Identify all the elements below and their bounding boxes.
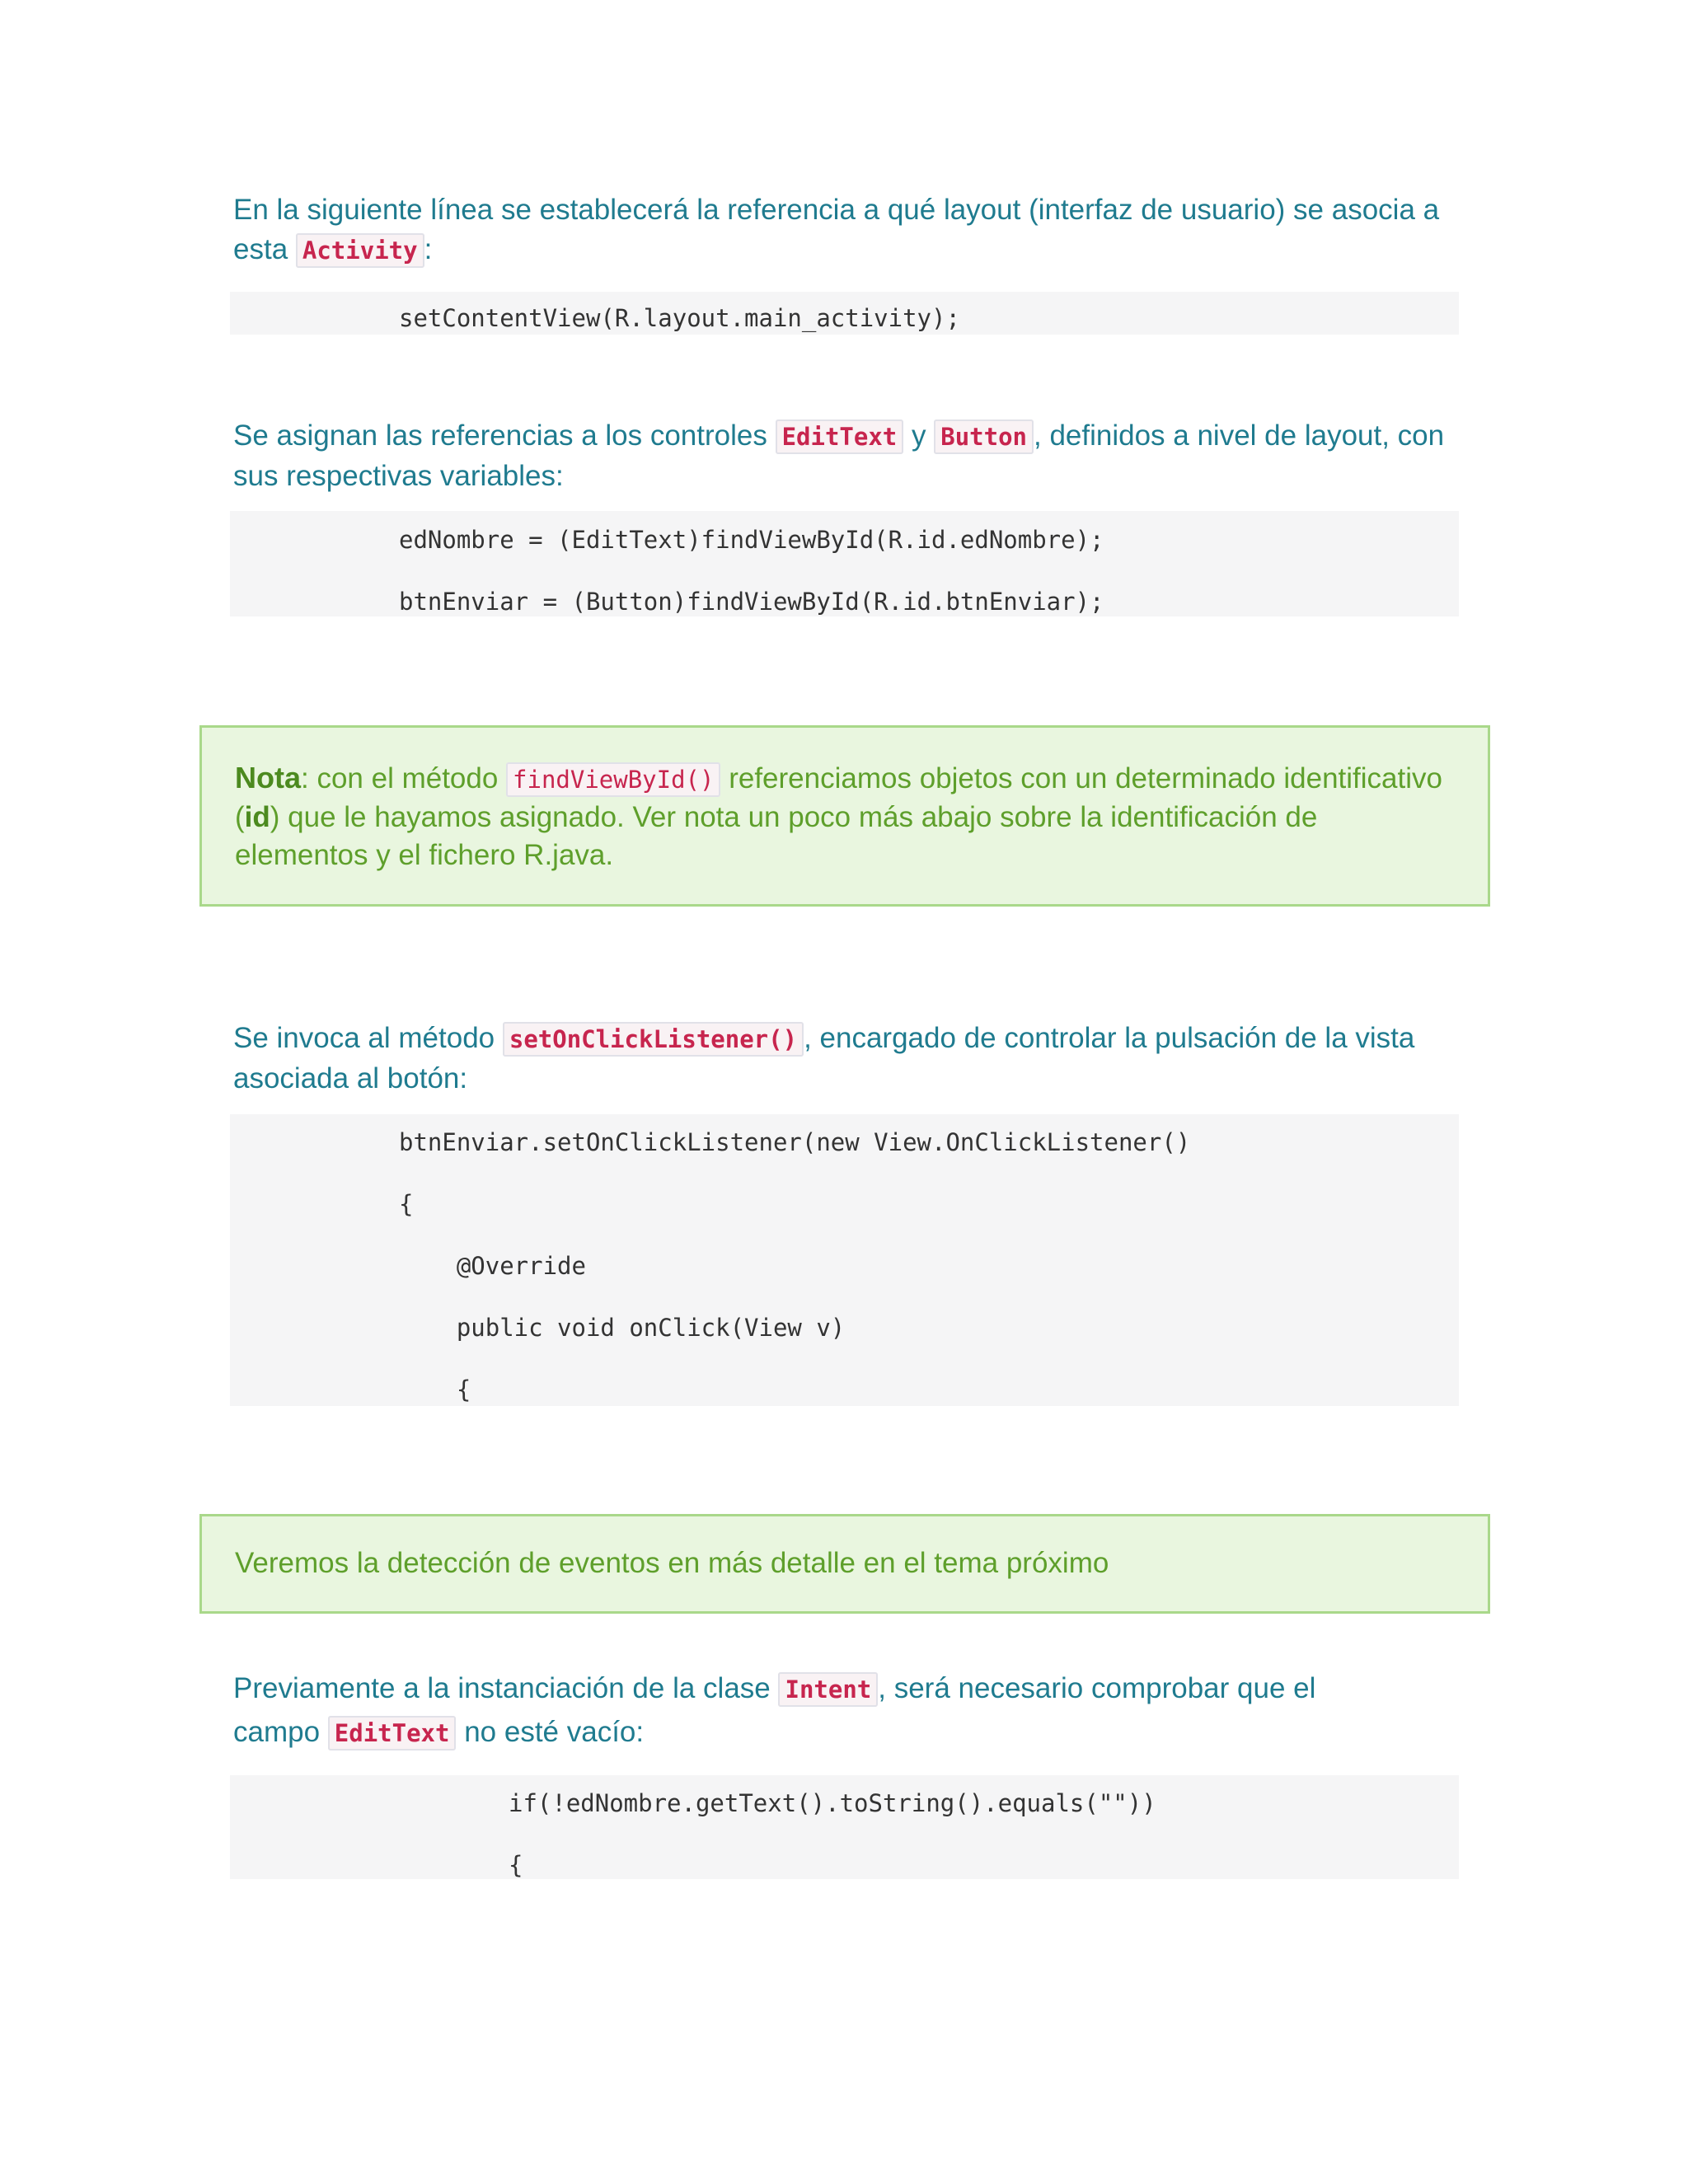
note-box-events: [199, 1514, 1490, 1614]
paragraph-text: :: [424, 233, 433, 265]
code-line: @Override: [399, 1252, 586, 1280]
paragraph-intent-check: [233, 1667, 1371, 1755]
code-line: setContentView(R.layout.main_activity);: [399, 304, 960, 332]
paragraph-set-on-click-listener: [233, 1019, 1453, 1099]
code-block-find-view-by-id: [230, 511, 1459, 616]
note-text: ) que le hayamos asignado. Ver nota un poco más abajo sobre la identificación de elementos y el fichero R.java.: [235, 801, 1318, 871]
paragraph-text: Se invoca al método: [233, 1022, 503, 1054]
code-block-if-not-empty: [230, 1775, 1459, 1879]
inline-code-activity: Activity: [296, 233, 424, 268]
inline-code-edittext: EditText: [776, 419, 904, 454]
paragraph-text: En la siguiente línea se establecerá la referencia a qué layout (interfaz de usuario) se asocia a esta: [233, 194, 1440, 265]
note-label: Nota: [235, 761, 301, 794]
paragraph-text: no esté vacío:: [456, 1716, 645, 1748]
code-line: {: [509, 1851, 523, 1879]
paragraph-text: , encargado de controlar la pulsación de la vista asociada al botón:: [233, 1022, 1415, 1094]
paragraph-text: Se asignan las referencias a los controles: [233, 419, 776, 452]
inline-code-find-view-by-id: findViewById(): [506, 762, 720, 797]
note-bold-id: id: [244, 801, 270, 833]
note-text: referenciamos objetos con un determinado identificativo (: [235, 762, 1442, 833]
code-line: {: [399, 1190, 414, 1218]
note-text: : con el método: [301, 762, 507, 794]
paragraph-text: Previamente a la instanciación de la clase: [233, 1672, 779, 1704]
paragraph-text: , será necesario comprobar que el campo: [233, 1672, 1316, 1748]
paragraph-text: y: [903, 419, 935, 452]
inline-code-edittext: EditText: [328, 1716, 457, 1750]
paragraph-control-references: [233, 416, 1453, 496]
note-box-find-view-by-id: [199, 725, 1490, 907]
note-text: Veremos la detección de eventos en más detalle en el tema próximo: [235, 1547, 1109, 1579]
code-block-on-click-listener: [230, 1114, 1459, 1406]
code-block-set-content-view: [230, 292, 1459, 335]
code-line: btnEnviar = (Button)findViewById(R.id.btnEnviar);: [399, 588, 1104, 616]
code-line: edNombre = (EditText)findViewById(R.id.edNombre);: [399, 526, 1104, 554]
paragraph-text: , definidos a nivel de layout, con sus respectivas variables:: [233, 419, 1445, 492]
code-line: public void onClick(View v): [399, 1314, 846, 1342]
paragraph-layout-reference: [233, 190, 1453, 270]
inline-code-intent: Intent: [778, 1672, 878, 1707]
code-line: btnEnviar.setOnClickListener(new View.OnClickListener(): [399, 1128, 1191, 1156]
inline-code-button: Button: [934, 419, 1034, 454]
code-line: {: [399, 1376, 471, 1404]
code-line: if(!edNombre.getText().toString().equals("")): [509, 1789, 1156, 1817]
inline-code-set-on-click-listener: setOnClickListener(): [503, 1022, 804, 1057]
